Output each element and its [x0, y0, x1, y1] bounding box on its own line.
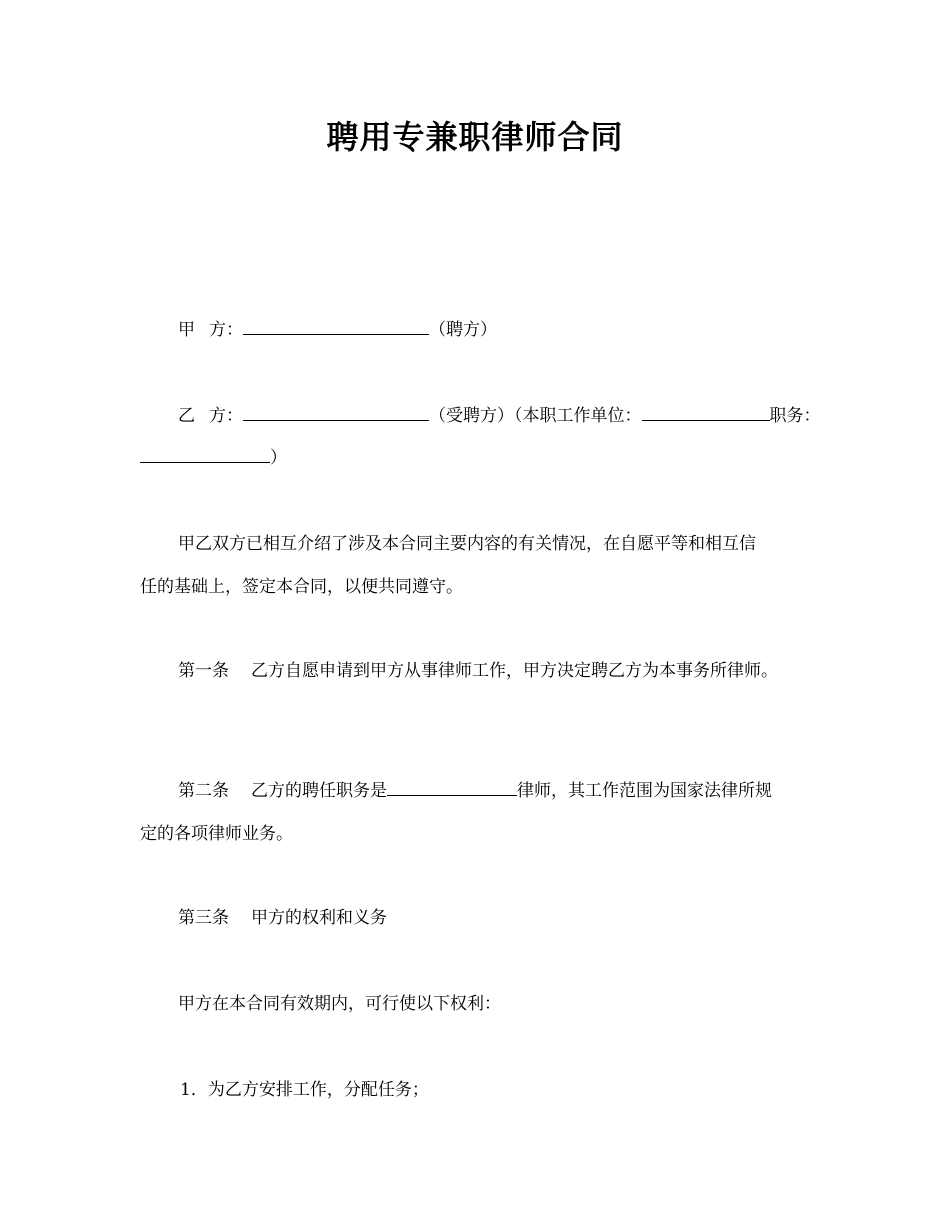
party-b-position-label: 职务： — [769, 406, 821, 426]
article-2-number: 第二条 — [178, 781, 229, 801]
article-2 — [178, 779, 772, 803]
party-b-blank — [243, 404, 429, 421]
party-b-close-paren: ） — [270, 448, 287, 468]
party-b-label-char1: 乙 — [178, 406, 195, 426]
party-b-unit-label: （本职工作单位： — [514, 406, 642, 426]
party-a-blank — [243, 318, 429, 335]
item-1-number: 1． — [180, 1080, 208, 1100]
party-b-line — [178, 404, 821, 428]
document-title: 聘用专兼职律师合同 — [326, 118, 624, 156]
item-1-text: 为乙方安排工作，分配任务； — [207, 1080, 429, 1100]
article-2-position-blank — [387, 779, 517, 796]
article-3-number: 第三条 — [178, 908, 229, 928]
party-b-unit-blank — [642, 404, 770, 421]
party-a-line — [178, 318, 497, 342]
article-3-text: 甲方的权利和义务 — [251, 908, 387, 928]
article-2-line-2: 定的各项律师业务。 — [140, 824, 293, 844]
article-2-text-before: 乙方的聘任职务是 — [251, 781, 387, 801]
article-1-text: 乙方自愿申请到甲方从事律师工作，甲方决定聘乙方为本事务所律师。 — [251, 661, 778, 681]
article-1 — [178, 659, 778, 683]
rights-intro: 甲方在本合同有效期内，可行使以下权利： — [178, 994, 501, 1014]
party-a-label-char1: 甲 — [178, 320, 195, 340]
party-b-position-blank — [140, 446, 270, 463]
article-2-text-after: 律师，其工作范围为国家法律所规 — [517, 781, 772, 801]
party-b-line-2 — [140, 446, 287, 470]
intro-line-2: 任的基础上，签定本合同，以便共同遵守。 — [140, 577, 463, 597]
intro-line-1: 甲乙双方已相互介绍了涉及本合同主要内容的有关情况，在自愿平等和相互信 — [178, 534, 756, 554]
article-3 — [178, 906, 387, 930]
article-1-number: 第一条 — [178, 661, 229, 681]
party-a-label-char2: 方： — [209, 320, 243, 340]
party-b-role: （受聘方） — [429, 406, 514, 426]
party-a-role: （聘方） — [429, 320, 497, 340]
item-1 — [180, 1078, 429, 1102]
party-b-label-char2: 方： — [209, 406, 243, 426]
